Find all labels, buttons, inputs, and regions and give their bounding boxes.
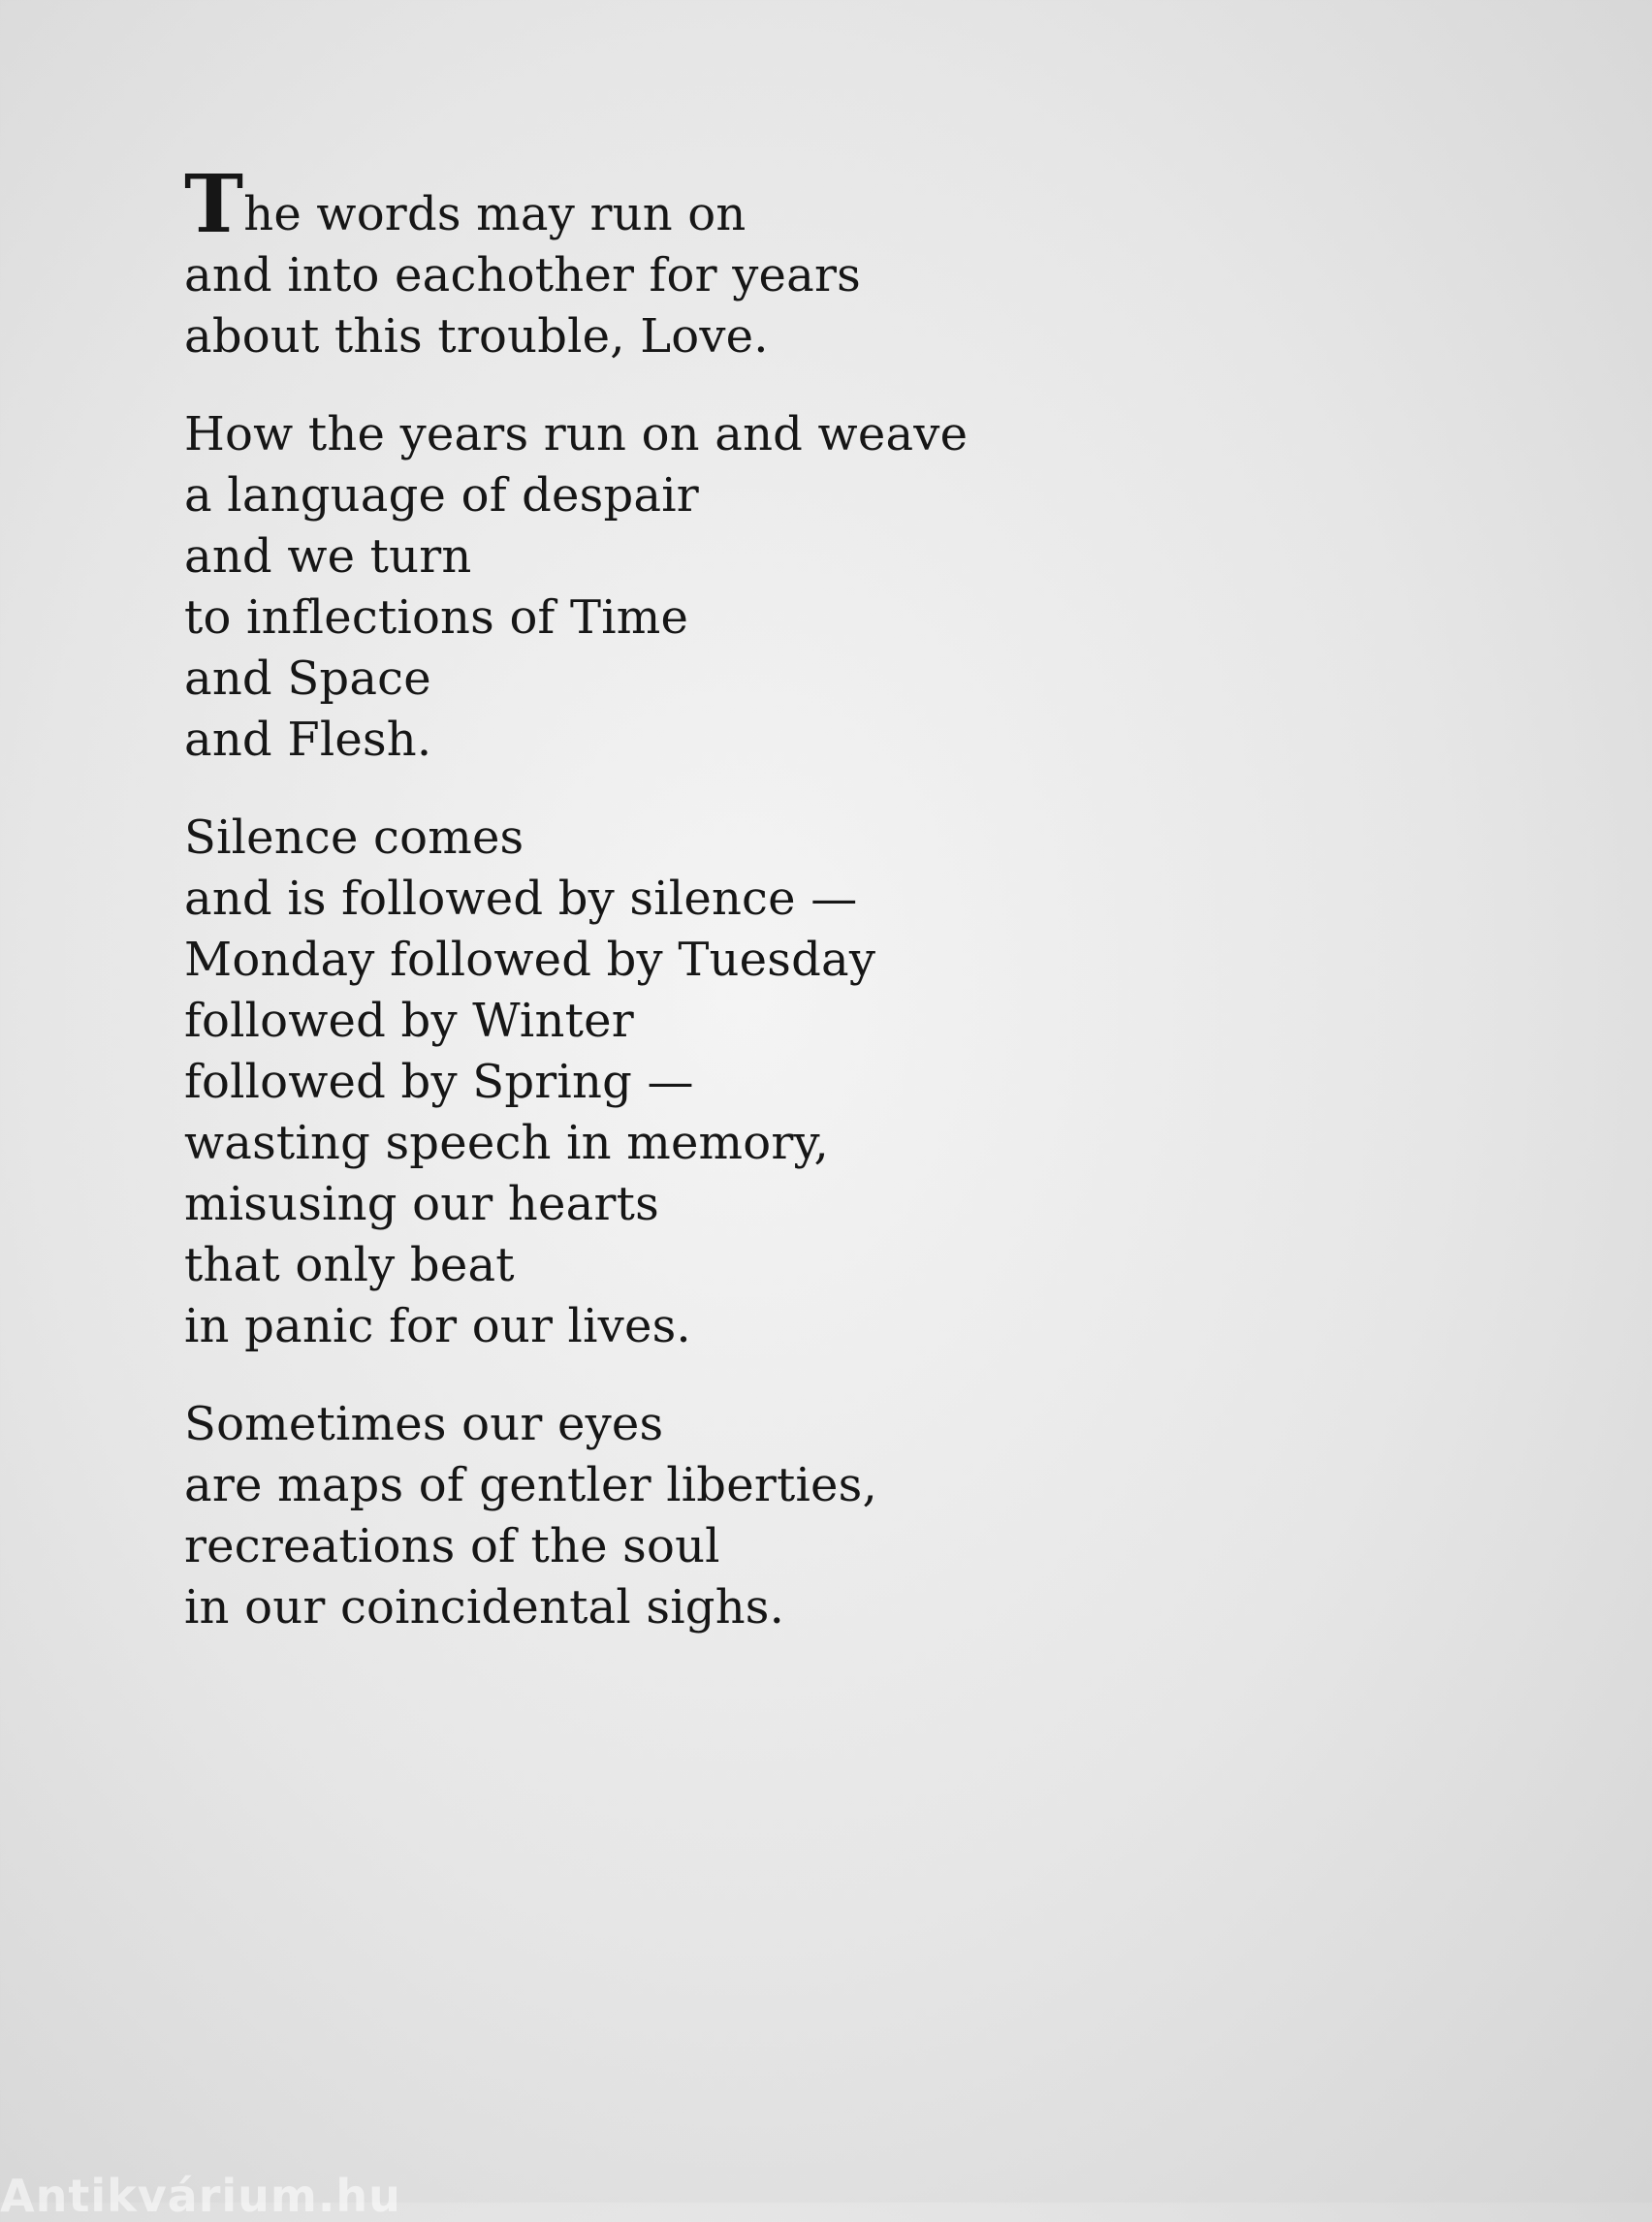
- poem-line: and into eachother for years: [184, 248, 861, 302]
- poem-line: recreations of the soul: [184, 1519, 720, 1573]
- poem-line: to inflections of Time: [184, 590, 689, 645]
- stanza-3: [184, 808, 1057, 1357]
- poem-line: and is followed by silence —: [184, 872, 858, 926]
- poem-line: followed by Winter: [184, 994, 634, 1048]
- poem-line-text: he words may run on: [243, 187, 747, 241]
- poem-line: Monday followed by Tuesday: [184, 933, 876, 987]
- poem-line: in panic for our lives.: [184, 1299, 691, 1353]
- stanza-4: [184, 1394, 1057, 1638]
- poem-line: about this trouble, Love.: [184, 309, 769, 364]
- poem-line: followed by Spring —: [184, 1055, 694, 1109]
- poem-line: are maps of gentler liberties,: [184, 1458, 877, 1512]
- poem-line: that only beat: [184, 1238, 515, 1292]
- poem-line: How the years run on and weave: [184, 407, 969, 461]
- poem-line: Sometimes our eyes: [184, 1397, 664, 1451]
- poem-line: Silence comes: [184, 810, 524, 865]
- poem: [184, 158, 1057, 1675]
- poem-line: and Flesh.: [184, 713, 432, 767]
- poem-line: [184, 158, 1057, 251]
- watermark: Antikvárium.hu: [0, 2170, 401, 2222]
- poem-line: wasting speech in memory,: [184, 1116, 829, 1170]
- poem-line: misusing our hearts: [184, 1177, 659, 1231]
- poem-line: and we turn: [184, 529, 472, 584]
- poem-line: and Space: [184, 651, 431, 706]
- stanza-2: [184, 404, 1057, 771]
- poem-line: a language of despair: [184, 468, 699, 523]
- drop-cap: T: [184, 158, 244, 251]
- poem-line: in our coincidental sighs.: [184, 1580, 785, 1635]
- stanza-1: [184, 158, 1057, 367]
